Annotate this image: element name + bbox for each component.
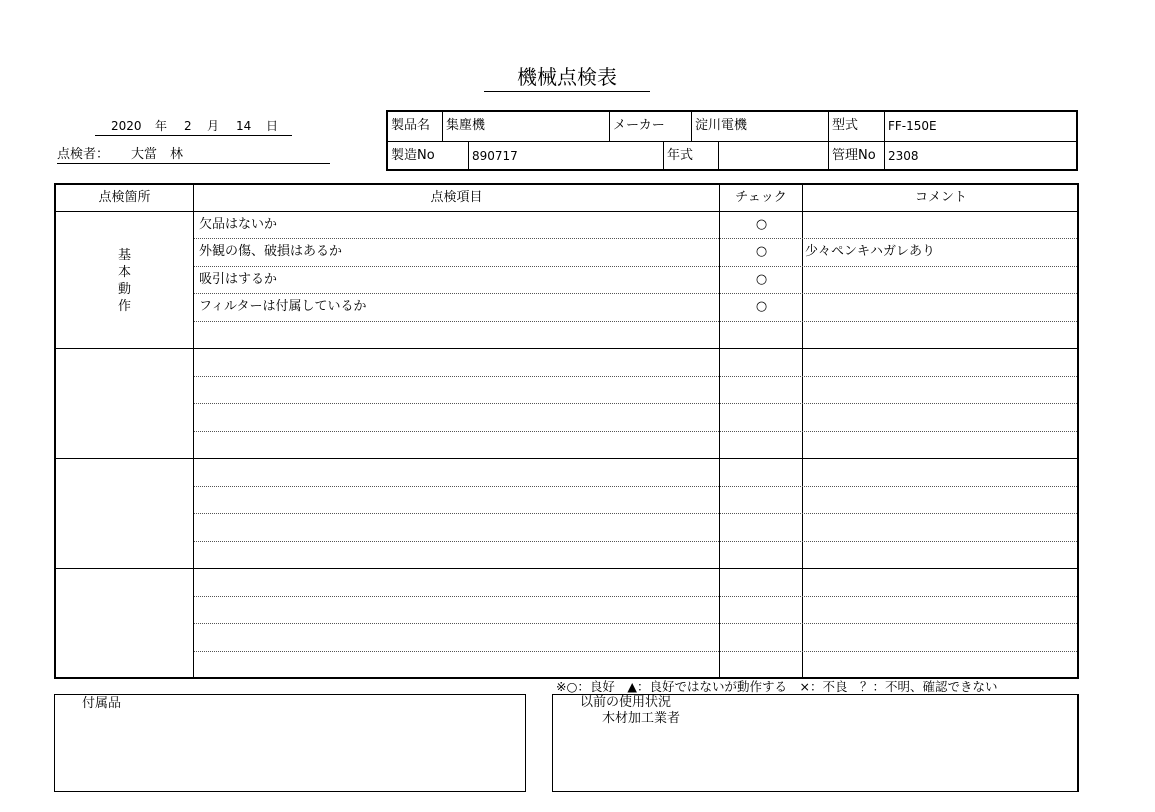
product-name-label: 製品名 <box>391 118 431 133</box>
header-comment: コメント <box>914 190 967 205</box>
product-info-table <box>386 110 1078 171</box>
mgmt-value: 2308 <box>888 149 919 163</box>
date-day: 14 <box>236 119 252 133</box>
year-label: 年式 <box>667 148 694 163</box>
previous-use-box <box>552 694 1079 792</box>
mgmt-label: 管理No <box>832 148 876 163</box>
row-1-item: 欠品はないか <box>199 217 278 232</box>
page-title: 機械点検表 <box>484 64 650 92</box>
row-2-check: ○ <box>755 244 768 259</box>
date-month-unit: 月 <box>207 119 220 133</box>
previous-use-label: 以前の使用状況 <box>580 695 672 710</box>
date-year-unit: 年 <box>155 119 168 133</box>
row-2-item: 外観の傷、破損はあるか <box>199 244 343 259</box>
accessories-label: 付属品 <box>82 696 122 711</box>
date-month: 2 <box>184 119 192 133</box>
inspection-date <box>95 118 292 136</box>
accessories-box <box>54 694 526 792</box>
inspector-line <box>57 146 330 164</box>
maker-label: メーカー <box>613 118 665 133</box>
inspector-label: 点検者： <box>57 147 110 162</box>
row-2-comment: 少々ペンキハガレあり <box>805 244 936 259</box>
legend-note: ※○：良好 ▲：良好ではないが動作する ×：不良 ？：不明、確認できない <box>556 679 998 694</box>
section-basic-operation-label: 基 本 動 作 <box>117 248 131 314</box>
row-4-item: フィルターは付属しているか <box>199 299 367 314</box>
header-item: 点検項目 <box>430 190 483 205</box>
row-3-item: 吸引はするか <box>199 272 278 287</box>
date-day-unit: 日 <box>266 119 279 133</box>
previous-use-value: 木材加工業者 <box>602 711 681 726</box>
date-year: 2020 <box>111 119 142 133</box>
row-1-check: ○ <box>755 217 768 232</box>
model-label: 型式 <box>832 118 859 133</box>
row-4-check: ○ <box>755 299 768 314</box>
inspector-name: 大當 林 <box>131 147 184 162</box>
inspection-table <box>54 183 1079 679</box>
serial-value: 890717 <box>472 149 518 163</box>
header-check: チェック <box>735 190 787 205</box>
serial-label: 製造No <box>391 148 435 163</box>
header-location: 点検箇所 <box>98 190 151 205</box>
row-3-check: ○ <box>755 272 768 287</box>
model-value: FF-150E <box>888 119 937 133</box>
product-name-value: 集塵機 <box>446 118 486 133</box>
maker-value: 淀川電機 <box>695 118 748 133</box>
